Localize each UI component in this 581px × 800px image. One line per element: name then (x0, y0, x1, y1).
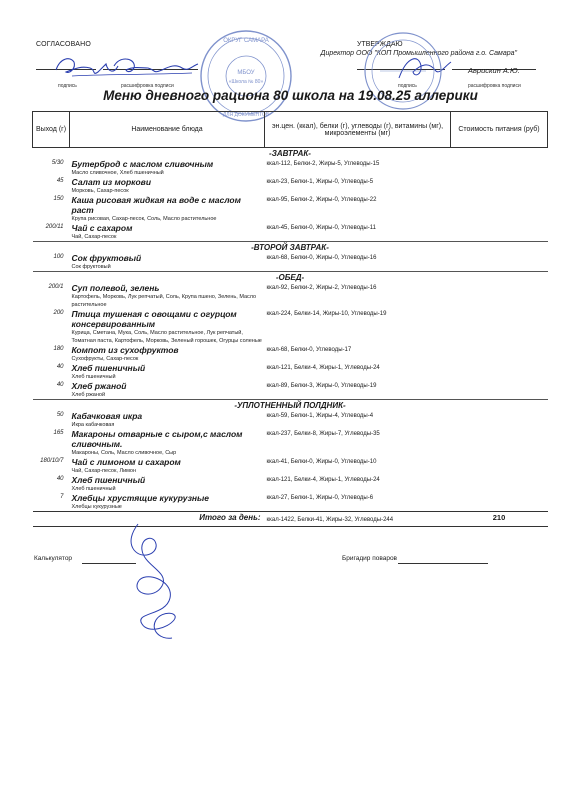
nutrition-cell: ккал-59, Белки-1, Жиры-4, Углеводы-4 (266, 413, 374, 419)
dish-cell (70, 195, 265, 223)
menu-table (32, 111, 548, 527)
total-nutrition: ккал-1422, Белки-41, Жиры-32, Углеводы-244 (265, 512, 451, 527)
dish-name: Хлеб пшеничный (71, 363, 146, 373)
dish-cell (70, 493, 265, 512)
table-row (33, 381, 548, 400)
output-cell: 180/10/7 (40, 458, 64, 464)
table-row (33, 363, 548, 381)
dish-name: Сок фруктовый (71, 253, 142, 263)
nutrition-cell: ккал-224, Белки-14, Жиры-10, Углеводы-19 (266, 311, 387, 317)
output-cell: 150 (53, 196, 64, 202)
dish-ingredients: Масло сливочное, Хлеб пшеничный (71, 170, 164, 176)
cost-cell (451, 457, 548, 475)
sign-caption: подпись (58, 83, 77, 89)
output-cell: 5/30 (51, 160, 64, 166)
output-cell: 45 (56, 178, 64, 184)
total-cost: 210 (451, 512, 548, 527)
dish-cell (70, 177, 265, 195)
output-cell: 165 (53, 430, 64, 436)
approved-left-label: СОГЛАСОВАНО (36, 41, 92, 48)
approved-right-label: УТВЕРЖДАЮ (357, 41, 403, 48)
dish-cell (70, 475, 265, 493)
total-row (33, 512, 548, 527)
handwritten-signature (52, 52, 202, 82)
dish-cell (70, 411, 265, 429)
page-title: Меню дневного рациона 80 школа на 19.08.25 аллерики (103, 88, 478, 103)
cost-cell (451, 253, 548, 272)
dish-ingredients: Картофель, Морковь, Лук репчатый, Соль, Крупа пшено, Зелень, Масло растительное (71, 294, 257, 308)
table-row (33, 283, 548, 309)
section-title: -ВТОРОЙ ЗАВТРАК- (33, 242, 548, 254)
output-cell: 200 (53, 310, 64, 316)
dish-cell (70, 253, 265, 272)
col-header-dish: Наименование блюда (70, 112, 265, 148)
output-cell: 40 (56, 364, 64, 370)
cost-cell (451, 381, 548, 400)
dish-name: Чай с сахаром (71, 223, 133, 233)
dish-name: Салат из моркови (71, 177, 152, 187)
section-title: -ОБЕД- (33, 272, 548, 284)
section-row (33, 400, 548, 412)
nutrition-cell: ккал-23, Белки-1, Жиры-0, Углеводы-5 (266, 179, 374, 185)
nutrition-cell: ккал-27, Белки-1, Жиры-0, Углеводы-6 (266, 495, 374, 501)
col-header-cost: Стоимость питания (руб) (451, 112, 548, 148)
dish-ingredients: Чай, Сахар-песок (71, 234, 117, 240)
director-line: Директор ООО "КОП Промышленного района г.о. Самара" (320, 50, 517, 57)
chef-label: Бригадир поваров (342, 555, 398, 562)
table-row (33, 309, 548, 345)
dish-ingredients: Чай, Сахар-песок, Лимон (71, 468, 137, 474)
section-row (33, 148, 548, 160)
nutrition-cell: ккал-121, Белки-4, Жиры-1, Углеводы-24 (266, 477, 380, 483)
section-title: -ЗАВТРАК- (33, 148, 548, 160)
dish-cell (70, 159, 265, 177)
dish-ingredients: Хлеб пшеничный (71, 374, 116, 380)
total-label: Итого за день: (33, 512, 265, 527)
director-name: Аврискин А.Ю. (468, 66, 520, 75)
output-cell: 40 (56, 476, 64, 482)
director-decode-caption: расшифровка подписи (468, 83, 521, 89)
output-cell: 200/11 (45, 224, 64, 230)
section-row (33, 242, 548, 254)
svg-text:«Школа № 80»: «Школа № 80» (228, 79, 264, 85)
output-cell: 100 (53, 254, 64, 260)
nutrition-cell: ккал-92, Белки-2, Жиры-2, Углеводы-16 (266, 285, 377, 291)
director-sign-caption: подпись (398, 83, 417, 89)
table-row (33, 429, 548, 457)
dish-cell (70, 457, 265, 475)
dish-ingredients: Курица, Сметана, Мука, Соль, Масло растительное, Лук репчатый, Томатная паста, Картофель, Морковь, Зеленый горошек, Огурцы соленые (71, 330, 262, 344)
dish-name: Хлеб пшеничный (71, 475, 146, 485)
table-row (33, 475, 548, 493)
cost-cell (451, 283, 548, 309)
cost-cell (451, 177, 548, 195)
section-row (33, 272, 548, 284)
nutrition-cell: ккал-68, Белки-0, Углеводы-17 (266, 347, 352, 353)
dish-cell (70, 429, 265, 457)
dish-ingredients: Хлеб пшеничный (71, 486, 116, 492)
dish-cell (70, 363, 265, 381)
dish-ingredients: Хлеб ржаной (71, 392, 106, 398)
nutrition-cell: ккал-112, Белки-2, Жиры-5, Углеводы-15 (266, 161, 380, 167)
dish-cell (70, 223, 265, 242)
table-row (33, 493, 548, 512)
col-header-nutrition: эн.цен. (ккал), белки (г), углеводы (г), витамины (мг), микроэлементы (мг) (265, 112, 451, 148)
menu-body (33, 148, 548, 527)
cost-cell (451, 195, 548, 223)
cost-cell (451, 345, 548, 363)
dish-name: Хлебцы хрустящие кукурузные (71, 493, 210, 503)
dish-name: Птица тушеная с овощами с огурцом консервированным (71, 309, 237, 329)
output-cell: 50 (56, 412, 64, 418)
dish-name: Макароны отварные с сыром,с маслом сливочным. (71, 429, 243, 449)
table-header-row (33, 112, 548, 148)
dish-ingredients: Сухофрукты, Сахар-песок (71, 356, 139, 362)
dish-cell (70, 381, 265, 400)
dish-ingredients: Макароны, Соль, Масло сливочное, Сыр (71, 450, 177, 456)
dish-ingredients: Морковь, Сахар-песок (71, 188, 129, 194)
output-cell: 7 (60, 494, 64, 500)
dish-name: Каша рисовая жидкая на воде с маслом раст (71, 195, 241, 215)
round-stamp-icon (198, 28, 294, 124)
table-row (33, 411, 548, 429)
nutrition-cell: ккал-237, Белки-8, Жиры-7, Углеводы-35 (266, 431, 380, 437)
dish-ingredients: Крупа рисовая, Сахар-песок, Соль, Масло растительное (71, 216, 217, 222)
svg-text:ДЛЯ ДОКУМЕНТОВ: ДЛЯ ДОКУМЕНТОВ (222, 112, 270, 118)
dish-name: Хлеб ржаной (71, 381, 127, 391)
table-row (33, 457, 548, 475)
sign-decode-caption: расшифровка подписи (121, 83, 174, 89)
table-row (33, 177, 548, 195)
cost-cell (451, 475, 548, 493)
cost-cell (451, 363, 548, 381)
table-row (33, 159, 548, 177)
nutrition-cell: ккал-68, Белки-0, Жиры-0, Углеводы-16 (266, 255, 377, 261)
dish-cell (70, 309, 265, 345)
cost-cell (451, 159, 548, 177)
section-title: -УПЛОТНЕННЫЙ ПОЛДНИК- (33, 400, 548, 412)
table-row (33, 223, 548, 242)
nutrition-cell: ккал-95, Белки-2, Жиры-0, Углеводы-22 (266, 197, 377, 203)
nutrition-cell: ккал-121, Белки-4, Жиры-1, Углеводы-24 (266, 365, 380, 371)
output-cell: 180 (53, 346, 64, 352)
dish-cell (70, 283, 265, 309)
cost-cell (451, 429, 548, 457)
dish-cell (70, 345, 265, 363)
table-row (33, 345, 548, 363)
dish-name: Чай с лимоном и сахаром (71, 457, 181, 467)
dish-ingredients: Икра кабачковая (71, 422, 115, 428)
dish-ingredients: Хлебцы кукурузные (71, 504, 122, 510)
chef-signature-line (398, 563, 488, 564)
col-header-output: Выход (г) (33, 112, 70, 148)
output-cell: 200/1 (48, 284, 64, 290)
svg-text:МБОУ: МБОУ (237, 70, 255, 76)
cost-cell (451, 309, 548, 345)
table-row (33, 253, 548, 272)
pen-signature (112, 520, 202, 645)
cost-cell (451, 223, 548, 242)
dish-name: Кабачковая икра (71, 411, 143, 421)
dish-ingredients: Сок фруктовый (71, 264, 111, 270)
cost-cell (451, 493, 548, 512)
nutrition-cell: ккал-45, Белки-0, Жиры-0, Углеводы-11 (266, 225, 376, 231)
nutrition-cell: ккал-41, Белки-0, Жиры-0, Углеводы-10 (266, 459, 377, 465)
output-cell: 40 (56, 382, 64, 388)
dish-name: Суп полевой, зелень (71, 283, 160, 293)
table-row (33, 195, 548, 223)
dish-name: Бутерброд с маслом сливочным (71, 159, 214, 169)
nutrition-cell: ккал-89, Белки-3, Жиры-0, Углеводы-19 (266, 383, 377, 389)
calculator-label: Калькулятор (34, 555, 73, 562)
calculator-signature-line (82, 563, 136, 564)
dish-name: Компот из сухофруктов (71, 345, 179, 355)
cost-cell (451, 411, 548, 429)
svg-text:ОКРУГ САМАРА: ОКРУГ САМАРА (223, 38, 269, 44)
